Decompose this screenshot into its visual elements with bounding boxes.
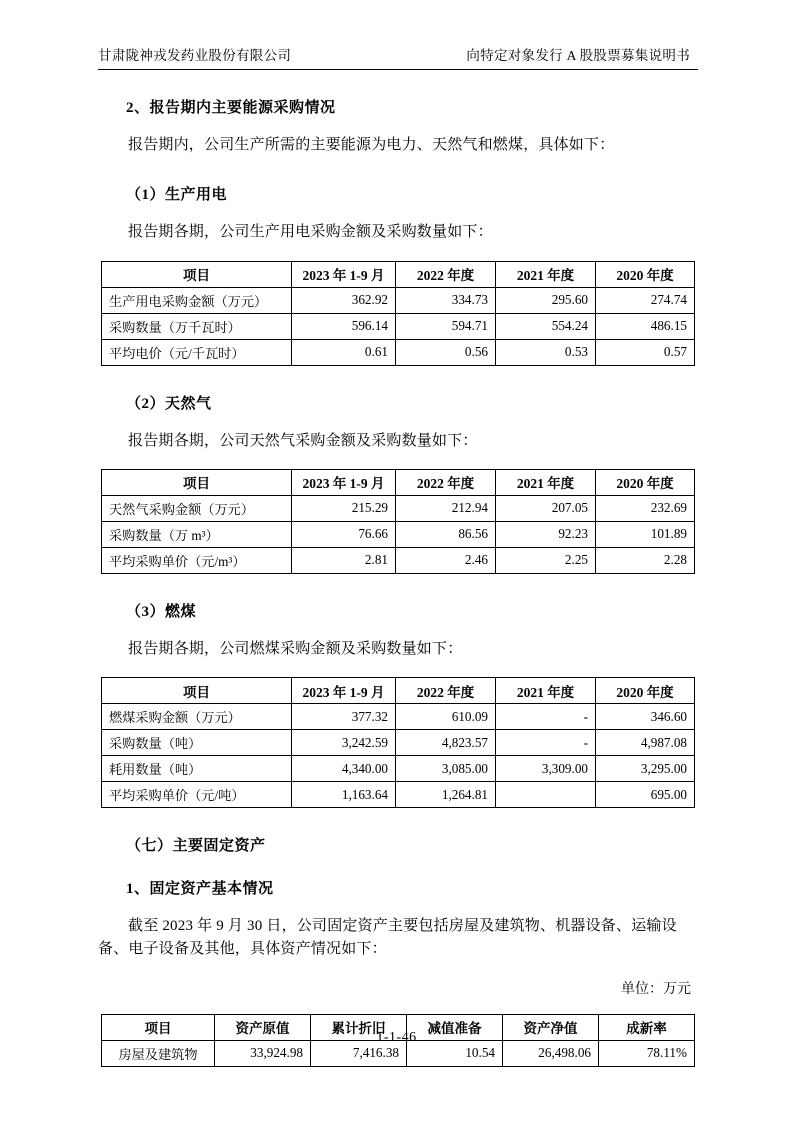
cell-value: 3,295.00: [596, 756, 695, 782]
column-header: 减值准备: [407, 1014, 503, 1040]
cell-value: 4,340.00: [292, 756, 396, 782]
table-row: [102, 339, 695, 365]
table-row: [102, 782, 695, 808]
table-row: [102, 547, 695, 573]
table-header-row: [102, 469, 695, 495]
cell-value: -: [496, 730, 596, 756]
row-label: 房屋及建筑物: [102, 1040, 215, 1066]
cell-value: 596.14: [292, 313, 396, 339]
column-header: 累计折旧: [311, 1014, 407, 1040]
column-header: 项目: [102, 678, 292, 704]
paragraph-energy-intro: 报告期内，公司生产所需的主要能源为电力、天然气和燃煤，具体如下：: [128, 137, 615, 153]
cell-value: 554.24: [496, 313, 596, 339]
cell-value: 2.25: [496, 547, 596, 573]
row-label: 平均电价（元/千瓦时）: [102, 339, 292, 365]
column-header: 项目: [102, 261, 292, 287]
column-header: 2022 年度: [396, 678, 496, 704]
page-header: [98, 44, 698, 70]
cell-value: [496, 782, 596, 808]
heading-fixed-assets: （七）主要固定资产: [126, 838, 266, 854]
column-header: 资产净值: [503, 1014, 599, 1040]
paragraph-coal-intro: 报告期各期，公司燃煤采购金额及采购数量如下：: [128, 640, 463, 657]
page-content: [98, 44, 698, 1067]
cell-value: 0.61: [292, 339, 396, 365]
heading-coal: （3）燃煤: [126, 603, 197, 620]
cell-value: 695.00: [596, 782, 695, 808]
header-company-name: 甘肃陇神戎发药业股份有限公司: [98, 48, 292, 63]
cell-value: 3,085.00: [396, 756, 496, 782]
header-document-title: 向特定对象发行 A 股股票募集说明书: [466, 48, 690, 63]
paragraph-gas-intro: 报告期各期，公司天然气采购金额及采购数量如下：: [128, 432, 478, 449]
cell-value: 26,498.06: [503, 1040, 599, 1066]
cell-value: 232.69: [596, 495, 695, 521]
unit-note: 单位：万元: [621, 981, 691, 997]
cell-value: 1,264.81: [396, 782, 496, 808]
table-row: [102, 730, 695, 756]
cell-value: 0.57: [596, 339, 695, 365]
cell-value: 274.74: [596, 287, 695, 313]
cell-value: 7,416.38: [311, 1040, 407, 1066]
cell-value: 2.28: [596, 547, 695, 573]
row-label: 耗用数量（吨）: [102, 756, 292, 782]
row-label: 平均采购单价（元/吨）: [102, 782, 292, 808]
table-row: [102, 521, 695, 547]
cell-value: 207.05: [496, 495, 596, 521]
row-label: 平均采购单价（元/m³）: [102, 547, 292, 573]
table-electricity: [101, 261, 695, 366]
column-header: 项目: [102, 469, 292, 495]
column-header: 2020 年度: [596, 678, 695, 704]
table-row: [102, 495, 695, 521]
cell-value: 594.71: [396, 313, 496, 339]
column-header: 2023 年 1-9 月: [292, 261, 396, 287]
heading-natural-gas: （2）天然气: [126, 395, 212, 412]
cell-value: 334.73: [396, 287, 496, 313]
column-header: 2023 年 1-9 月: [292, 678, 396, 704]
table-row: [102, 313, 695, 339]
cell-value: 0.56: [396, 339, 496, 365]
table-row: [102, 287, 695, 313]
cell-value: 86.56: [396, 521, 496, 547]
row-label: 燃煤采购金额（万元）: [102, 704, 292, 730]
column-header: 2021 年度: [496, 261, 596, 287]
cell-value: 610.09: [396, 704, 496, 730]
cell-value: 92.23: [496, 521, 596, 547]
paragraph-electricity-intro: 报告期各期，公司生产用电采购金额及采购数量如下：: [128, 224, 493, 241]
cell-value: 10.54: [407, 1040, 503, 1066]
page-footer: [0, 1030, 793, 1046]
row-label: 采购数量（万 m³）: [102, 521, 292, 547]
column-header: 2020 年度: [596, 261, 695, 287]
cell-value: 486.15: [596, 313, 695, 339]
cell-value: 78.11%: [599, 1040, 695, 1066]
cell-value: 2.81: [292, 547, 396, 573]
cell-value: 76.66: [292, 521, 396, 547]
cell-value: 4,987.08: [596, 730, 695, 756]
column-header: 2021 年度: [496, 678, 596, 704]
cell-value: 2.46: [396, 547, 496, 573]
heading-fixed-assets-basic: 1、固定资产基本情况: [126, 881, 274, 897]
column-header: 2023 年 1-9 月: [292, 469, 396, 495]
paragraph-fixed-assets-intro: 截至 2023 年 9 月 30 日，公司固定资产主要包括房屋及建筑物、机器设备、运输设备、电子设备及其他，具体资产情况如下：: [98, 918, 677, 958]
table-coal: [101, 677, 695, 808]
table-natural-gas: [101, 469, 695, 574]
cell-value: 3,242.59: [292, 730, 396, 756]
row-label: 天然气采购金额（万元）: [102, 495, 292, 521]
cell-value: 1,163.64: [292, 782, 396, 808]
cell-value: 346.60: [596, 704, 695, 730]
cell-value: -: [496, 704, 596, 730]
cell-value: 0.53: [496, 339, 596, 365]
cell-value: 4,823.57: [396, 730, 496, 756]
row-label: 采购数量（吨）: [102, 730, 292, 756]
table-row: [102, 704, 695, 730]
table-row: [102, 756, 695, 782]
cell-value: 215.29: [292, 495, 396, 521]
cell-value: 377.32: [292, 704, 396, 730]
row-label: 采购数量（万千瓦时）: [102, 313, 292, 339]
cell-value: 212.94: [396, 495, 496, 521]
cell-value: 295.60: [496, 287, 596, 313]
heading-energy-procurement: 2、报告期内主要能源采购情况: [126, 100, 336, 116]
cell-value: 101.89: [596, 521, 695, 547]
cell-value: 3,309.00: [496, 756, 596, 782]
column-header: 成新率: [599, 1014, 695, 1040]
cell-value: 362.92: [292, 287, 396, 313]
column-header: 2020 年度: [596, 469, 695, 495]
column-header: 项目: [102, 1014, 215, 1040]
column-header: 2022 年度: [396, 261, 496, 287]
cell-value: 33,924.98: [215, 1040, 311, 1066]
heading-electricity: （1）生产用电: [126, 187, 228, 204]
column-header: 2022 年度: [396, 469, 496, 495]
column-header: 2021 年度: [496, 469, 596, 495]
table-header-row: [102, 261, 695, 287]
column-header: 资产原值: [215, 1014, 311, 1040]
row-label: 生产用电采购金额（万元）: [102, 287, 292, 313]
table-header-row: [102, 678, 695, 704]
page-number: 1-1-46: [376, 1030, 417, 1045]
